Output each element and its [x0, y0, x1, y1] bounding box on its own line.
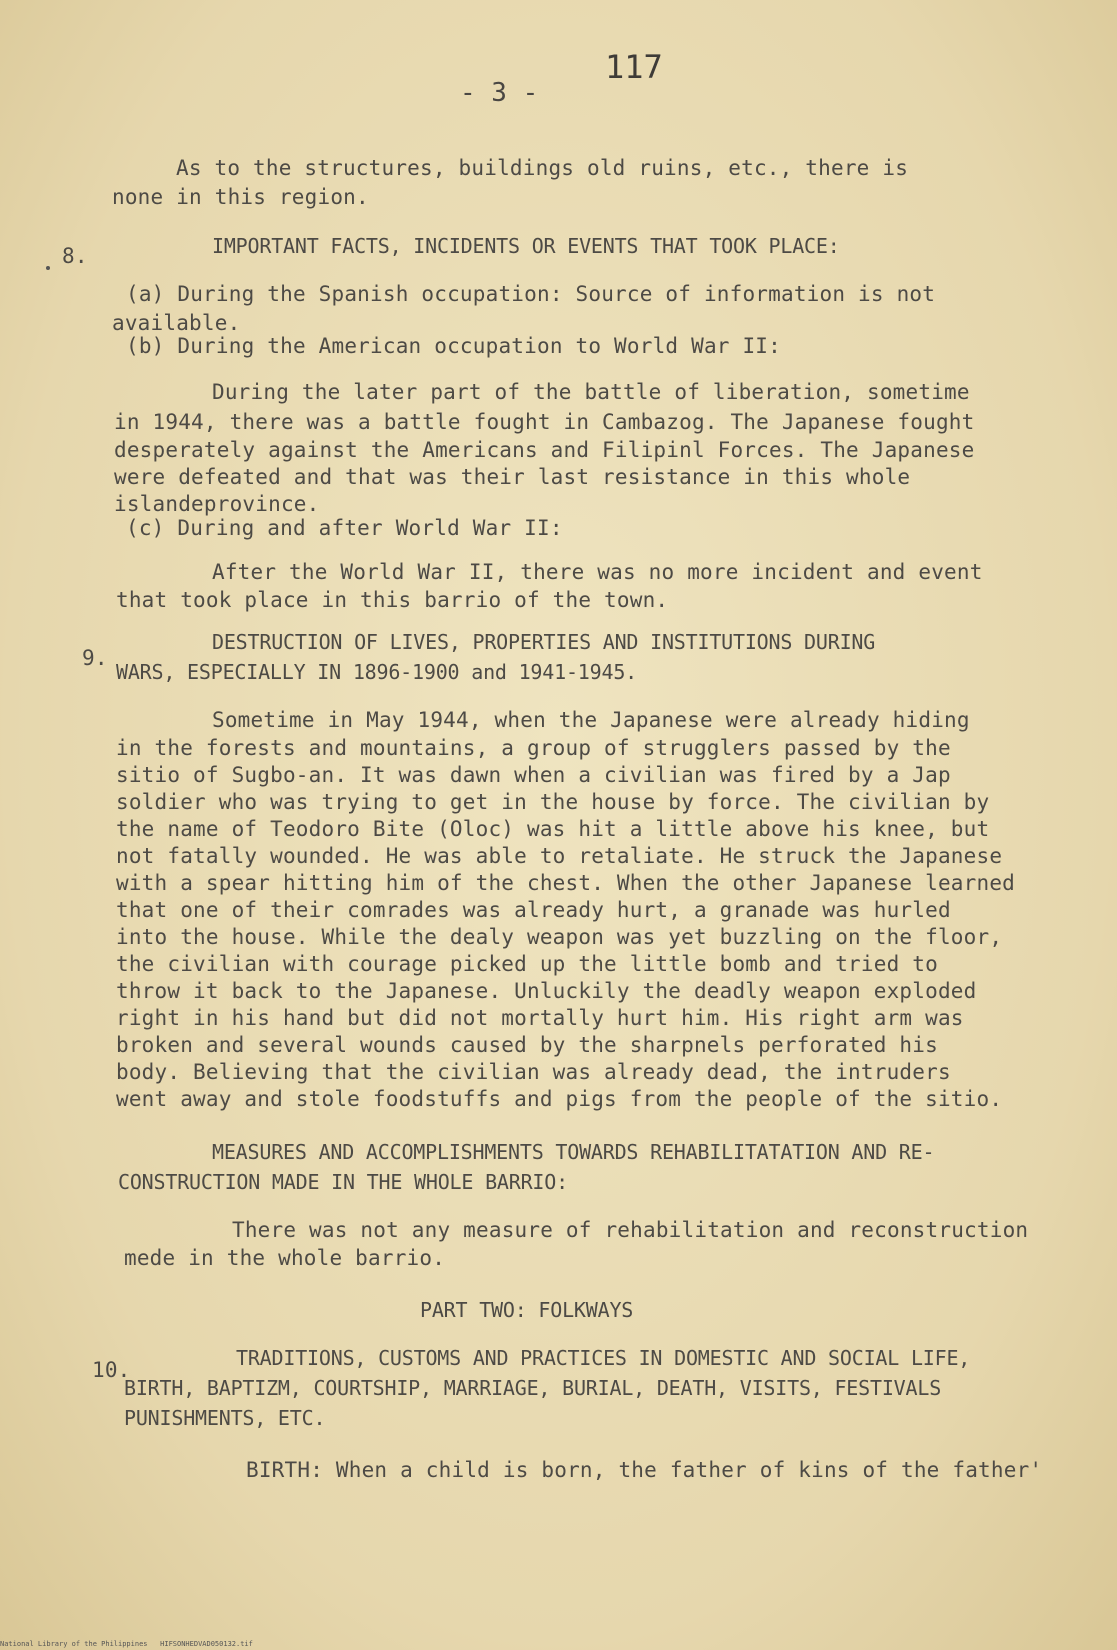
- text-line: mede in the whole barrio.: [124, 1246, 446, 1270]
- part-heading: PART TWO: FOLKWAYS: [420, 1298, 634, 1322]
- section-heading: MEASURES AND ACCOMPLISHMENTS TOWARDS REHABILITATATION AND RE-: [212, 1140, 935, 1164]
- text-line: As to the structures, buildings old ruins, etc., there is: [176, 156, 909, 180]
- sheet-number: 117: [605, 48, 663, 86]
- text-line: with a spear hitting him of the chest. When the other Japanese learned: [116, 871, 1016, 895]
- text-line: in the forests and mountains, a group of strugglers passed by the: [116, 736, 951, 760]
- text-line: that took place in this barrio of the town.: [116, 588, 669, 612]
- text-line: (a) During the Spanish occupation: Source of information is not: [126, 282, 936, 306]
- section-heading: CONSTRUCTION MADE IN THE WHOLE BARRIO:: [118, 1170, 568, 1194]
- text-line: There was not any measure of rehabilitation and reconstruction: [232, 1218, 1029, 1242]
- text-line: broken and several wounds caused by the sharpnels perforated his: [116, 1033, 938, 1057]
- text-line: were defeated and that was their last resistance in this whole: [114, 465, 911, 489]
- text-line: right in his hand but did not mortally hurt him. His right arm was: [116, 1006, 964, 1030]
- footer-caption: National Library of the Philippines HIFSONHEDVAD050132.tif: [0, 1640, 253, 1648]
- text-line: none in this region.: [112, 185, 369, 209]
- section-number: 9.: [82, 646, 108, 670]
- text-line: not fatally wounded. He was able to retaliate. He struck the Japanese: [116, 844, 1003, 868]
- text-line: Sometime in May 1944, when the Japanese were already hiding: [212, 708, 970, 732]
- text-line: After the World War II, there was no more incident and event: [212, 560, 983, 584]
- text-line: available.: [112, 311, 241, 335]
- text-line: the name of Teodoro Bite (Oloc) was hit a little above his knee, but: [116, 817, 990, 841]
- text-line: islandeprovince.: [114, 492, 320, 516]
- section-heading: DESTRUCTION OF LIVES, PROPERTIES AND INSTITUTIONS DURING: [212, 630, 876, 654]
- text-line: During the later part of the battle of liberation, sometime: [212, 380, 970, 404]
- text-line: went away and stole foodstuffs and pigs from the people of the sitio.: [116, 1087, 1003, 1111]
- text-line: in 1944, there was a battle fought in Cambazog. The Japanese fought: [114, 410, 975, 434]
- text-line: soldier who was trying to get in the house by force. The civilian by: [116, 790, 990, 814]
- text-line: desperately against the Americans and Filipinl Forces. The Japanese: [114, 438, 975, 462]
- text-line: BIRTH: When a child is born, the father of kins of the father': [246, 1458, 1043, 1482]
- text-line: throw it back to the Japanese. Unluckily the deadly weapon exploded: [116, 979, 977, 1003]
- section-number: 10.: [92, 1358, 131, 1382]
- section-heading: IMPORTANT FACTS, INCIDENTS OR EVENTS THAT TOOK PLACE:: [212, 234, 840, 258]
- text-line: body. Believing that the civilian was already dead, the intruders: [116, 1060, 951, 1084]
- text-line: (c) During and after World War II:: [126, 516, 563, 540]
- section-heading: PUNISHMENTS, ETC.: [124, 1406, 326, 1430]
- section-number: 8.: [62, 244, 88, 268]
- section-heading: TRADITIONS, CUSTOMS AND PRACTICES IN DOMESTIC AND SOCIAL LIFE,: [236, 1346, 971, 1370]
- text-line: sitio of Sugbo-an. It was dawn when a civilian was fired by a Jap: [116, 763, 951, 787]
- section-heading: WARS, ESPECIALLY IN 1896-1900 and 1941-1945.: [116, 660, 638, 684]
- section-heading: BIRTH, BAPTIZM, COURTSHIP, MARRIAGE, BURIAL, DEATH, VISITS, FESTIVALS: [124, 1376, 942, 1400]
- page-number: - 3 -: [460, 78, 539, 108]
- text-line: the civilian with courage picked up the little bomb and tried to: [116, 952, 938, 976]
- text-line: (b) During the American occupation to World War II:: [126, 334, 781, 358]
- text-line: that one of their comrades was already hurt, a granade was hurled: [116, 898, 951, 922]
- dot: [46, 266, 50, 270]
- text-line: into the house. While the dealy weapon was yet buzzling on the floor,: [116, 925, 1003, 949]
